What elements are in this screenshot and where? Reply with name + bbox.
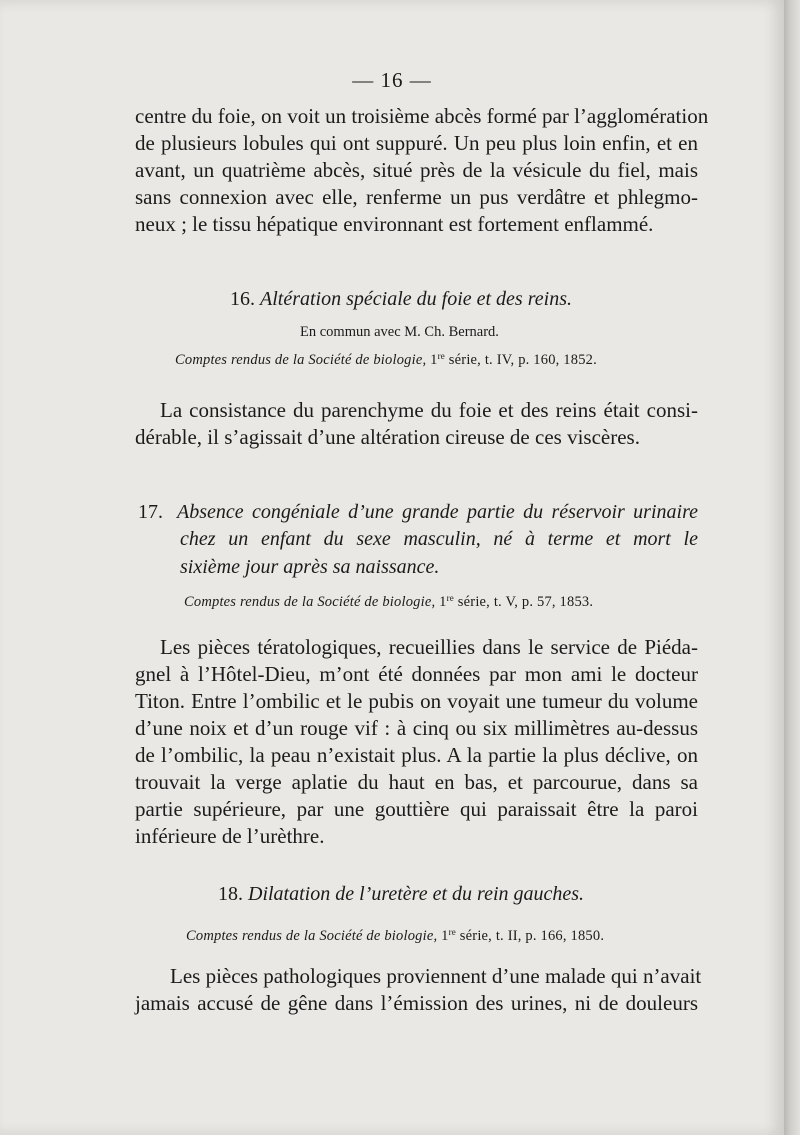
ref-18-journal: Comptes rendus de la Société de biologie, xyxy=(186,928,438,944)
section-17-line-6: trouvait la verge aplatie du haut en bas, et parcourue, dans sa xyxy=(135,770,698,794)
section-17-line-5: de l’ombilic, la peau n’existait plus. A la partie la plus déclive, on xyxy=(135,743,698,767)
section-17-reference xyxy=(184,594,593,610)
ref-17-tail: série, t. V, p. 57, 1853. xyxy=(453,594,594,610)
section-17-line-2: gnel à l’Hôtel-Dieu, m’ont été données par mon ami le docteur xyxy=(135,662,698,686)
page-edge-shadow xyxy=(784,0,800,1135)
section-18-heading xyxy=(218,884,584,904)
ref-17-series-num: 1 xyxy=(439,594,447,610)
section-17-line-3: Titon. Entre l’ombilic et le pubis on voyait une tumeur du volume xyxy=(135,689,698,713)
section-16-reference xyxy=(175,352,597,368)
section-17-number: 17. xyxy=(138,501,163,523)
page-number: — 16 — xyxy=(352,68,432,92)
section-16-title: Altération spéciale du foie et des reins. xyxy=(260,288,572,310)
section-17-title-line-2: chez un enfant du sexe masculin, né à terme et mort le xyxy=(180,528,698,550)
intro-line-3: avant, un quatrième abcès, situé près de la vésicule du fiel, mais xyxy=(135,158,698,182)
intro-line-4: sans connexion avec elle, renferme un pus verdâtre et phlegmo- xyxy=(135,185,698,209)
section-17-title-line-3: sixième jour après sa naissance. xyxy=(180,556,440,578)
intro-line-2: de plusieurs lobules qui ont suppuré. Un peu plus loin enfin, et en xyxy=(135,131,698,155)
ref-16-tail: série, t. IV, p. 160, 1852. xyxy=(444,352,597,368)
section-17-title-line-1: Absence congéniale d’une grande partie du réservoir urinaire xyxy=(177,501,698,523)
section-16-number: 16. xyxy=(230,288,255,310)
section-17-heading xyxy=(138,502,698,522)
section-18-reference xyxy=(186,928,604,944)
ref-16-series-num: 1 xyxy=(430,352,438,368)
section-16-line-2: dérable, il s’agissait d’une altération cireuse de ces viscères. xyxy=(135,425,640,449)
intro-line-5: neux ; le tissu hépatique environnant est fortement enflammé. xyxy=(135,212,654,236)
ref-18-series-num: 1 xyxy=(441,928,449,944)
ref-16-journal: Comptes rendus de la Société de biologie, xyxy=(175,352,427,368)
section-16-line-1: La consistance du parenchyme du foie et des reins était consi- xyxy=(160,398,698,422)
section-18-number: 18. xyxy=(218,883,243,905)
section-16-coauthor: En commun avec M. Ch. Bernard. xyxy=(300,324,499,340)
section-17-line-1: Les pièces tératologiques, recueillies dans le service de Piéda- xyxy=(160,635,698,659)
section-17-line-8: inférieure de l’urèthre. xyxy=(135,824,325,848)
intro-line-1: centre du foie, on voit un troisième abcès formé par l’agglomération xyxy=(135,104,709,128)
section-18-line-1: Les pièces pathologiques proviennent d’une malade qui n’avait xyxy=(170,964,702,988)
ref-16-series-sup: re xyxy=(437,351,445,361)
ref-18-tail: série, t. II, p. 166, 1850. xyxy=(455,928,605,944)
ref-17-series-sup: re xyxy=(446,593,454,603)
section-18-line-2: jamais accusé de gêne dans l’émission des urines, ni de douleurs xyxy=(135,991,698,1015)
section-17-line-7: partie supérieure, par une gouttière qui paraissait être la paroi xyxy=(135,797,698,821)
section-18-title: Dilatation de l’uretère et du rein gauches. xyxy=(248,883,585,905)
ref-18-series-sup: re xyxy=(448,927,456,937)
section-16-heading xyxy=(230,289,572,309)
ref-17-journal: Comptes rendus de la Société de biologie, xyxy=(184,594,436,610)
section-17-line-4: d’une noix et d’un rouge vif : à cinq ou six millimètres au-dessus xyxy=(135,716,698,740)
